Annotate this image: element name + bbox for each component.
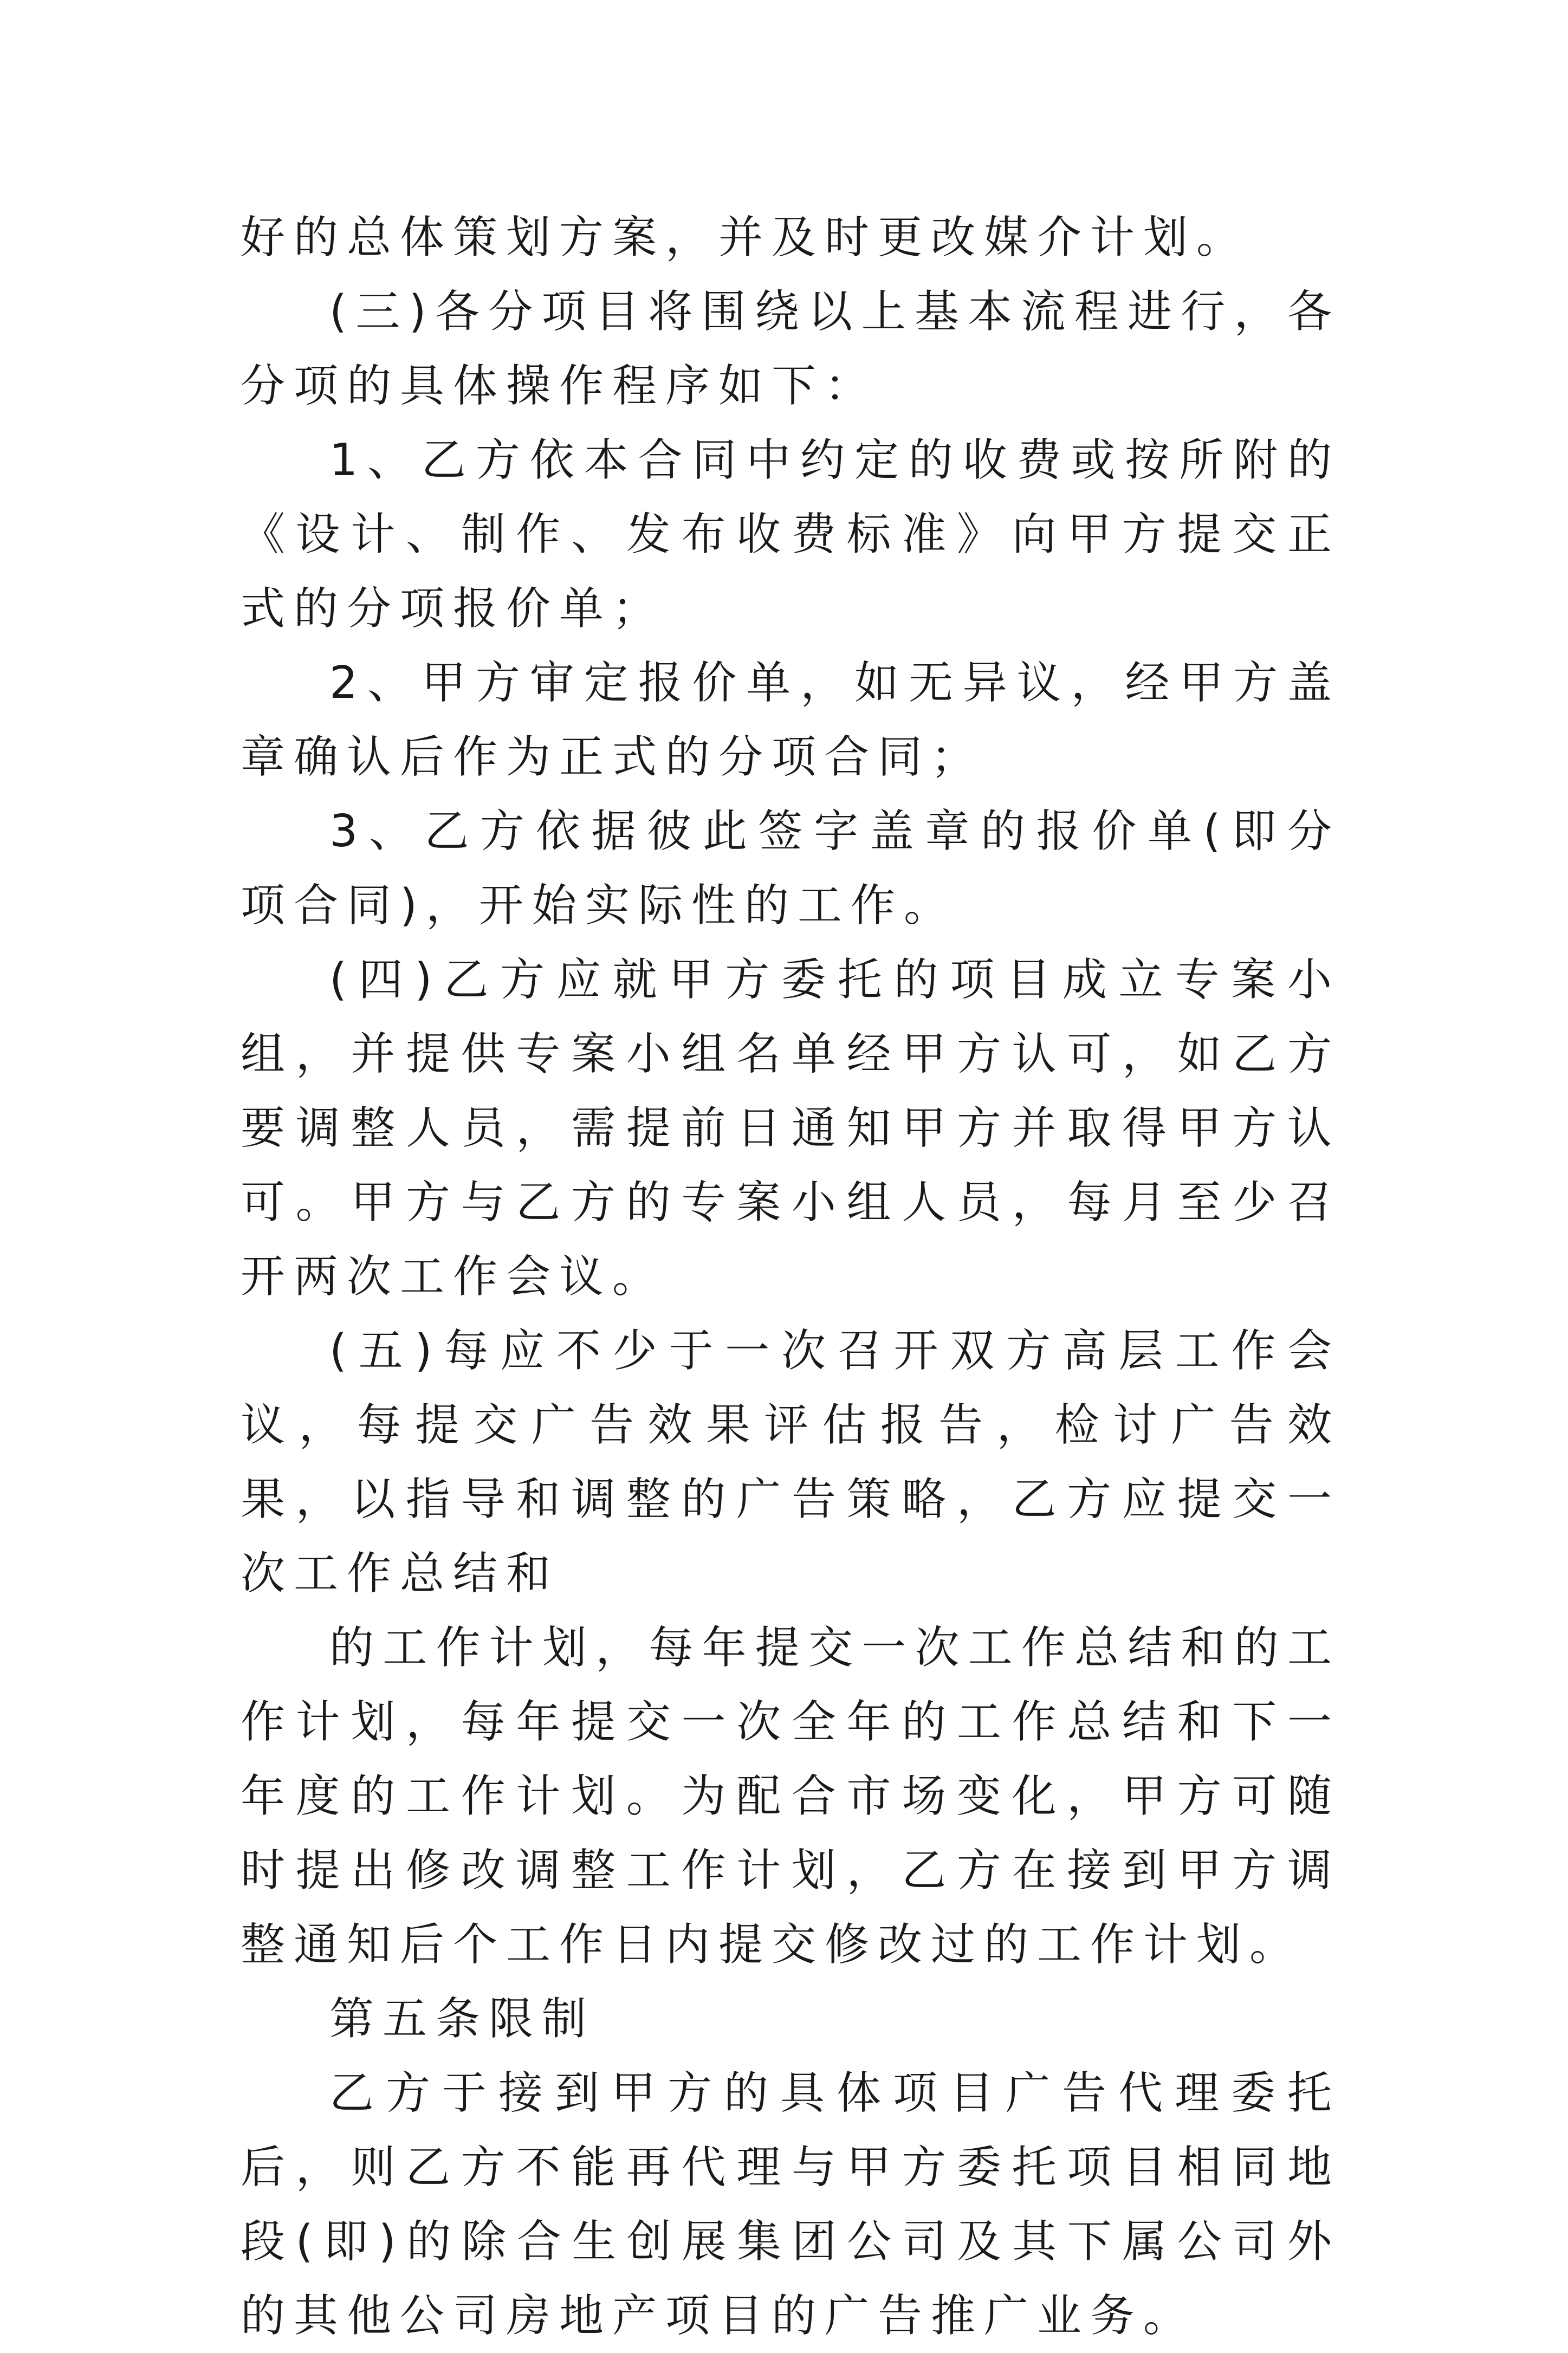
paragraph-1: 好的总体策划方案，并及时更改媒介计划。: [241, 212, 1250, 263]
paragraph-8: 的工作计划，每年提交一次工作总结和的工作计划，每年提交一次全年的工作总结和下一年度的工作计划。为配合市场变化，甲方可随时提出修改调整工作计划，乙方在接到甲方调整通知后个工作日内提交修改过的工作计划。: [241, 1622, 1340, 1970]
paragraph-6: (四)乙方应就甲方委托的项目成立专案小组，并提供专案小组名单经甲方认可，如乙方要调整人员，需提前日通知甲方并取得甲方认可。甲方与乙方的专案小组人员，每月至少召开两次工作会议。: [241, 954, 1340, 1302]
document-body: [241, 200, 1340, 2353]
paragraph-3: 1、乙方依本合同中约定的收费或按所附的《设计、制作、发布收费标准》向甲方提交正式的分项报价单；: [241, 435, 1340, 634]
paragraph-4: 2、甲方审定报价单，如无异议，经甲方盖章确认后作为正式的分项合同；: [241, 657, 1340, 783]
paragraph-2: (三)各分项目将围绕以上基本流程进行，各分项的具体操作程序如下：: [241, 286, 1340, 412]
paragraph-5: 3、乙方依据彼此签字盖章的报价单(即分项合同)，开始实际性的工作。: [241, 806, 1340, 931]
section-heading: 第五条限制: [329, 1993, 595, 2045]
paragraph-9: 乙方于接到甲方的具体项目广告代理委托后，则乙方不能再代理与甲方委托项目相同地段(即)的除合生创展集团公司及其下属公司外的其他公司房地产项目的广告推广业务。: [241, 2067, 1340, 2342]
paragraph-7: (五)每应不少于一次召开双方高层工作会议，每提交广告效果评估报告，检讨广告效果，以指导和调整的广告策略，乙方应提交一次工作总结和: [241, 1325, 1340, 1599]
